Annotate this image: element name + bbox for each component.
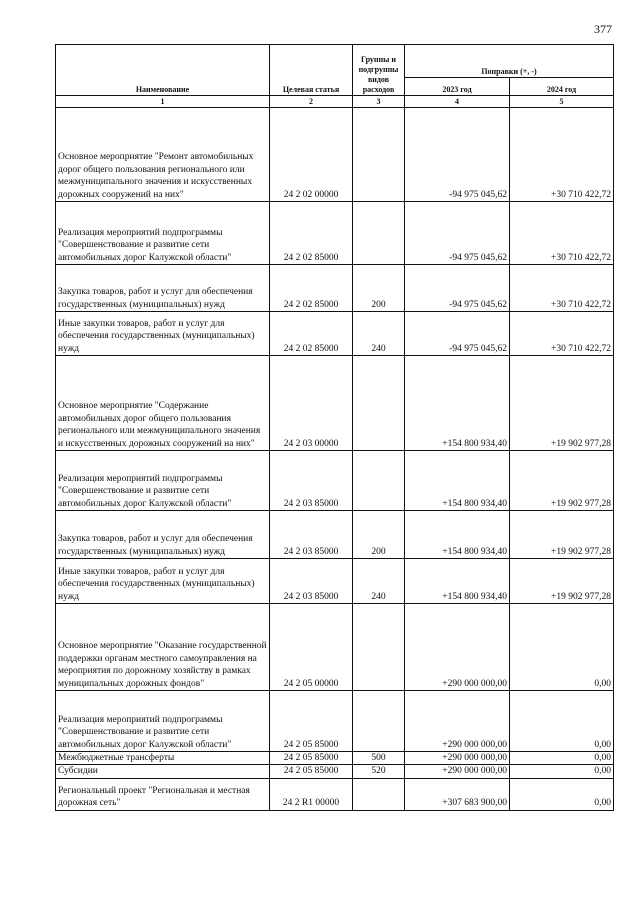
column-number: 4 xyxy=(405,96,510,108)
row-name: Реализация мероприятий подпрограммы "Совершенствование и развитие сети автомобильных дорог Калужской области" xyxy=(56,202,270,265)
row-name: Реализация мероприятий подпрограммы "Совершенствование и развитие сети автомобильных дорог Калужской области" xyxy=(56,691,270,752)
row-group: 500 xyxy=(353,752,405,765)
table-row xyxy=(56,778,614,810)
row-amount-2023: -94 975 045,62 xyxy=(405,202,510,265)
row-amount-2024: +30 710 422,72 xyxy=(510,108,614,202)
row-name: Основное мероприятие "Содержание автомобильных дорог общего пользования регионального или межмуниципального значения и искусственных дорожных сооружений на них" xyxy=(56,356,270,451)
column-number: 3 xyxy=(353,96,405,108)
row-amount-2023: +290 000 000,00 xyxy=(405,752,510,765)
header-name: Наименование xyxy=(56,45,270,96)
row-amount-2024: 0,00 xyxy=(510,604,614,691)
row-amount-2023: -94 975 045,62 xyxy=(405,265,510,312)
page-number: 377 xyxy=(594,22,612,36)
row-group xyxy=(353,778,405,810)
table-row xyxy=(56,108,614,202)
row-amount-2024: +30 710 422,72 xyxy=(510,202,614,265)
row-amount-2024: 0,00 xyxy=(510,778,614,810)
row-group xyxy=(353,691,405,752)
column-number: 5 xyxy=(510,96,614,108)
row-target: 24 2 02 85000 xyxy=(270,265,353,312)
table-row xyxy=(56,765,614,778)
row-target: 24 2 02 00000 xyxy=(270,108,353,202)
row-amount-2023: +154 800 934,40 xyxy=(405,451,510,511)
row-name: Региональный проект "Региональная и местная дорожная сеть" xyxy=(56,778,270,810)
header-target: Целевая статья xyxy=(270,45,353,96)
row-target: 24 2 05 85000 xyxy=(270,765,353,778)
row-target: 24 2 02 85000 xyxy=(270,312,353,356)
row-group: 520 xyxy=(353,765,405,778)
row-target: 24 2 R1 00000 xyxy=(270,778,353,810)
row-amount-2023: +290 000 000,00 xyxy=(405,765,510,778)
row-amount-2023: +290 000 000,00 xyxy=(405,691,510,752)
row-group: 240 xyxy=(353,312,405,356)
row-name: Иные закупки товаров, работ и услуг для обеспечения государственных (муниципальных) нужд xyxy=(56,312,270,356)
table-row xyxy=(56,752,614,765)
row-amount-2024: +30 710 422,72 xyxy=(510,312,614,356)
row-group: 200 xyxy=(353,511,405,559)
row-group xyxy=(353,604,405,691)
row-name: Закупка товаров, работ и услуг для обеспечения государственных (муниципальных) нужд xyxy=(56,511,270,559)
row-amount-2023: -94 975 045,62 xyxy=(405,108,510,202)
header-group: Группы и подгруппы видов расходов xyxy=(353,45,405,96)
table-row xyxy=(56,265,614,312)
table-row xyxy=(56,691,614,752)
row-group: 200 xyxy=(353,265,405,312)
row-target: 24 2 03 00000 xyxy=(270,356,353,451)
row-amount-2023: +290 000 000,00 xyxy=(405,604,510,691)
row-name: Закупка товаров, работ и услуг для обеспечения государственных (муниципальных) нужд xyxy=(56,265,270,312)
row-amount-2024: 0,00 xyxy=(510,752,614,765)
row-name: Субсидии xyxy=(56,765,270,778)
header-amendments: Поправки (+, -) xyxy=(405,45,614,78)
row-group: 240 xyxy=(353,559,405,604)
table-row xyxy=(56,559,614,604)
row-group xyxy=(353,356,405,451)
row-amount-2023: +307 683 900,00 xyxy=(405,778,510,810)
row-target: 24 2 05 85000 xyxy=(270,691,353,752)
row-name: Основное мероприятие "Ремонт автомобильных дорог общего пользования регионального или межмуниципального значения и искусственных дорожных сооружений на них" xyxy=(56,108,270,202)
row-amount-2024: 0,00 xyxy=(510,691,614,752)
row-target: 24 2 03 85000 xyxy=(270,511,353,559)
row-target: 24 2 03 85000 xyxy=(270,451,353,511)
table-row xyxy=(56,451,614,511)
column-number: 2 xyxy=(270,96,353,108)
row-name: Реализация мероприятий подпрограммы "Совершенствование и развитие сети автомобильных дорог Калужской области" xyxy=(56,451,270,511)
row-group xyxy=(353,202,405,265)
row-amount-2023: -94 975 045,62 xyxy=(405,312,510,356)
row-amount-2023: +154 800 934,40 xyxy=(405,559,510,604)
row-amount-2023: +154 800 934,40 xyxy=(405,356,510,451)
row-amount-2024: +19 902 977,28 xyxy=(510,356,614,451)
row-group xyxy=(353,451,405,511)
column-number: 1 xyxy=(56,96,270,108)
row-amount-2023: +154 800 934,40 xyxy=(405,511,510,559)
row-name: Межбюджетные трансферты xyxy=(56,752,270,765)
row-amount-2024: +19 902 977,28 xyxy=(510,451,614,511)
row-amount-2024: +19 902 977,28 xyxy=(510,511,614,559)
row-target: 24 2 05 00000 xyxy=(270,604,353,691)
row-amount-2024: 0,00 xyxy=(510,765,614,778)
row-group xyxy=(353,108,405,202)
row-name: Основное мероприятие "Оказание государственной поддержки органам местного самоуправления на мероприятия по дорожному хозяйству в рамках муниципальных дорожных фондов" xyxy=(56,604,270,691)
row-target: 24 2 05 85000 xyxy=(270,752,353,765)
row-target: 24 2 02 85000 xyxy=(270,202,353,265)
table-row xyxy=(56,202,614,265)
row-target: 24 2 03 85000 xyxy=(270,559,353,604)
row-name: Иные закупки товаров, работ и услуг для обеспечения государственных (муниципальных) нужд xyxy=(56,559,270,604)
row-amount-2024: +19 902 977,28 xyxy=(510,559,614,604)
table-row xyxy=(56,511,614,559)
header-year-2023: 2023 год xyxy=(405,78,510,96)
table-row xyxy=(56,312,614,356)
row-amount-2024: +30 710 422,72 xyxy=(510,265,614,312)
header-year-2024: 2024 год xyxy=(510,78,614,96)
table-row xyxy=(56,604,614,691)
table-row xyxy=(56,356,614,451)
budget-table xyxy=(55,44,614,811)
